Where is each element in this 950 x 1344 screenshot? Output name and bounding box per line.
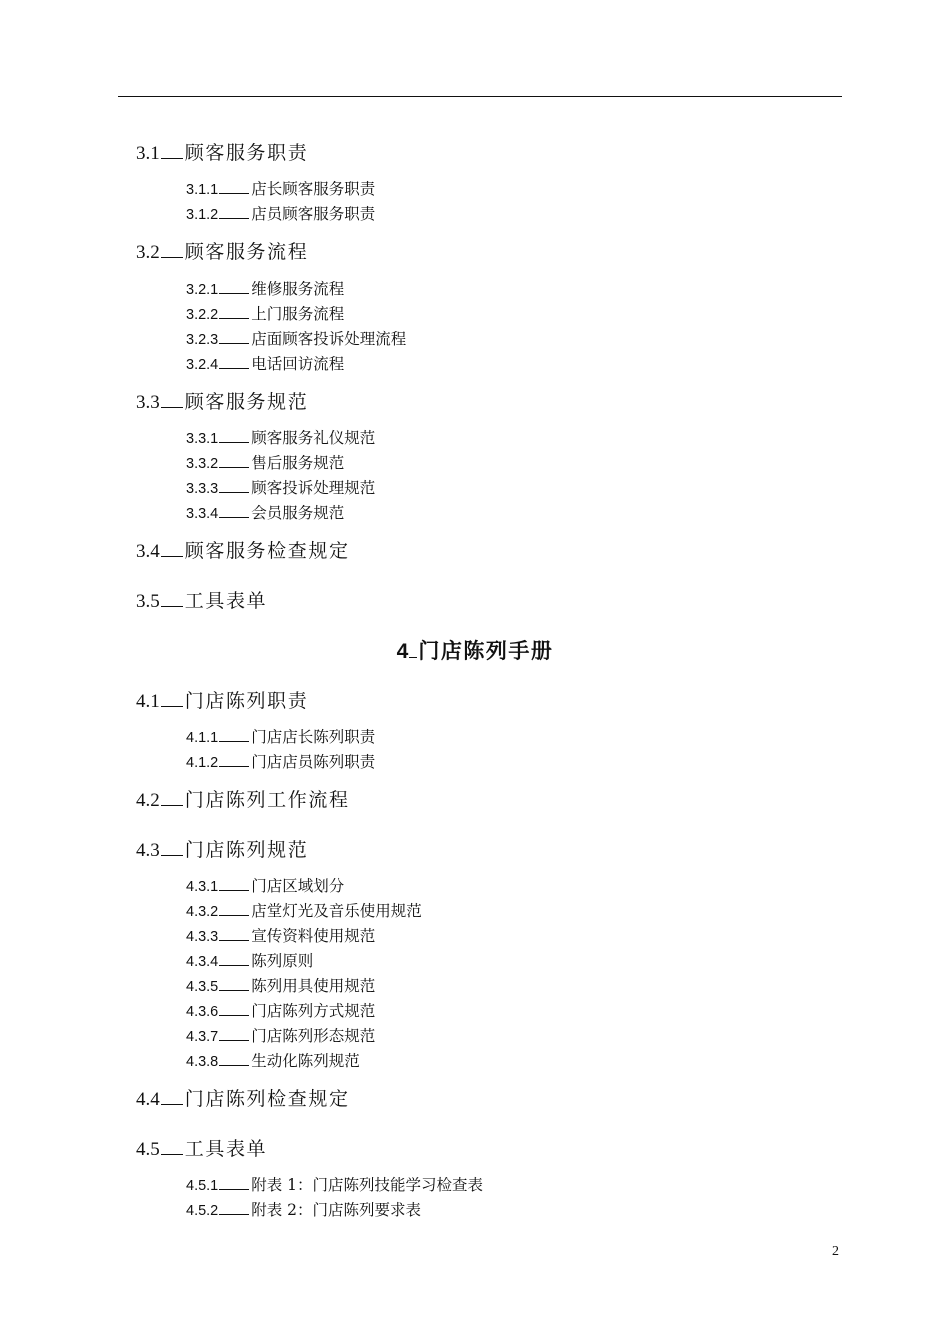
toc-subsection-entry[interactable] bbox=[186, 926, 375, 947]
toc-subsection-entry[interactable] bbox=[186, 901, 422, 922]
toc-entry-title: 顾客服务规范 bbox=[184, 391, 309, 413]
toc-entry-number: 3.2.3 bbox=[186, 332, 219, 348]
toc-subsection-entry[interactable] bbox=[186, 951, 313, 972]
toc-entry-title: 门店店员陈列职责 bbox=[251, 753, 376, 771]
toc-entry-title: 门店陈列规范 bbox=[184, 839, 309, 861]
toc-section-entry[interactable] bbox=[136, 539, 350, 564]
toc-entry-number: 3.2.2 bbox=[186, 307, 219, 323]
toc-entry-title: 门店店长陈列职责 bbox=[251, 728, 376, 746]
toc-tab-leader bbox=[219, 961, 249, 966]
toc-entry-title: 附表 1：门店陈列技能学习检查表 bbox=[251, 1176, 484, 1194]
toc-entry-number: 4.3.7 bbox=[186, 1029, 219, 1045]
toc-tab-leader bbox=[161, 702, 183, 707]
toc-section-entry[interactable] bbox=[136, 689, 308, 714]
toc-subsection-entry[interactable] bbox=[186, 876, 344, 897]
toc-section-entry[interactable] bbox=[136, 838, 308, 863]
toc-tab-leader bbox=[219, 886, 249, 891]
toc-tab-leader bbox=[219, 314, 249, 319]
toc-section-entry[interactable] bbox=[136, 1137, 267, 1162]
toc-tab-leader bbox=[161, 1100, 183, 1105]
toc-entry-title: 门店区域划分 bbox=[251, 877, 345, 895]
toc-entry-title: 门店陈列工作流程 bbox=[184, 789, 350, 811]
toc-tab-leader bbox=[219, 737, 249, 742]
toc-entry-number: 4.1.2 bbox=[186, 755, 219, 771]
toc-subsection-entry[interactable] bbox=[186, 727, 375, 748]
toc-tab-leader bbox=[219, 986, 249, 991]
toc-subsection-entry[interactable] bbox=[186, 329, 406, 350]
toc-tab-leader bbox=[219, 911, 249, 916]
toc-tab-leader bbox=[161, 403, 183, 408]
toc-entry-number: 4.1.1 bbox=[186, 730, 219, 746]
toc-entry-number: 3.1.1 bbox=[186, 182, 219, 198]
toc-tab-leader bbox=[161, 801, 183, 806]
toc-entry-number: 3.2.4 bbox=[186, 357, 219, 373]
toc-entry-number: 4.5 bbox=[136, 1139, 160, 1160]
toc-entry-title: 生动化陈列规范 bbox=[251, 1052, 360, 1070]
toc-subsection-entry[interactable] bbox=[186, 179, 375, 200]
chapter-heading bbox=[0, 638, 950, 665]
toc-entry-title: 店面顾客投诉处理流程 bbox=[251, 330, 407, 348]
toc-section-entry[interactable] bbox=[136, 240, 308, 265]
toc-entry-title: 顾客投诉处理规范 bbox=[251, 479, 376, 497]
chapter-title: 门店陈列手册 bbox=[418, 639, 554, 663]
toc-entry-title: 工具表单 bbox=[184, 1138, 268, 1160]
toc-tab-leader bbox=[219, 214, 249, 219]
toc-tab-leader bbox=[219, 762, 249, 767]
toc-subsection-entry[interactable] bbox=[186, 503, 344, 524]
toc-tab-leader bbox=[219, 463, 249, 468]
toc-tab-leader bbox=[219, 1011, 249, 1016]
toc-entry-number: 4.2 bbox=[136, 790, 160, 811]
toc-entry-number: 3.3.2 bbox=[186, 456, 219, 472]
toc-entry-number: 4.5.2 bbox=[186, 1203, 219, 1219]
toc-tab-leader bbox=[219, 936, 249, 941]
toc-entry-title: 维修服务流程 bbox=[251, 280, 345, 298]
toc-entry-number: 4.3.1 bbox=[186, 879, 219, 895]
toc-subsection-entry[interactable] bbox=[186, 453, 344, 474]
toc-tab-leader bbox=[161, 1150, 183, 1155]
toc-subsection-entry[interactable] bbox=[186, 304, 344, 325]
toc-entry-title: 店员顾客服务职责 bbox=[251, 205, 376, 223]
toc-tab-leader bbox=[219, 289, 249, 294]
toc-entry-number: 3.3.4 bbox=[186, 506, 219, 522]
toc-entry-number: 3.5 bbox=[136, 591, 160, 612]
toc-tab-leader bbox=[219, 1036, 249, 1041]
toc-entry-number: 4.4 bbox=[136, 1089, 160, 1110]
toc-entry-number: 3.3 bbox=[136, 392, 160, 413]
chapter-number: 4 bbox=[396, 640, 409, 663]
toc-tab-leader bbox=[161, 602, 183, 607]
toc-entry-title: 门店陈列形态规范 bbox=[251, 1027, 376, 1045]
toc-entry-title: 店长顾客服务职责 bbox=[251, 180, 376, 198]
toc-entry-title: 顾客服务职责 bbox=[184, 142, 309, 164]
toc-entry-number: 4.3.3 bbox=[186, 929, 219, 945]
toc-entry-title: 工具表单 bbox=[184, 590, 268, 612]
toc-subsection-entry[interactable] bbox=[186, 354, 344, 375]
toc-entry-number: 4.3.6 bbox=[186, 1004, 219, 1020]
toc-entry-number: 4.3.4 bbox=[186, 954, 219, 970]
toc-tab-leader bbox=[219, 189, 249, 194]
toc-entry-number: 4.3 bbox=[136, 840, 160, 861]
toc-entry-title: 陈列用具使用规范 bbox=[251, 977, 376, 995]
toc-tab-leader bbox=[219, 364, 249, 369]
toc-tab-leader bbox=[161, 253, 183, 258]
toc-entry-number: 4.3.8 bbox=[186, 1054, 219, 1070]
toc-entry-number: 4.5.1 bbox=[186, 1178, 219, 1194]
toc-tab-leader bbox=[161, 154, 183, 159]
toc-section-entry[interactable] bbox=[136, 589, 267, 614]
toc-entry-number: 3.4 bbox=[136, 541, 160, 562]
toc-entry-number: 3.3.1 bbox=[186, 431, 219, 447]
toc-section-entry[interactable] bbox=[136, 390, 308, 415]
toc-tab-leader bbox=[219, 1210, 249, 1215]
toc-entry-title: 陈列原则 bbox=[251, 952, 314, 970]
toc-entry-title: 电话回访流程 bbox=[251, 355, 345, 373]
header-rule bbox=[118, 96, 842, 97]
toc-section-entry[interactable] bbox=[136, 141, 308, 166]
page-number: 2 bbox=[832, 1244, 839, 1259]
toc-subsection-entry[interactable] bbox=[186, 478, 375, 499]
toc-entry-title: 售后服务规范 bbox=[251, 454, 345, 472]
toc-tab-leader bbox=[219, 488, 249, 493]
toc-subsection-entry[interactable] bbox=[186, 976, 375, 997]
toc-subsection-entry[interactable] bbox=[186, 1200, 421, 1221]
toc-entry-title: 门店陈列检查规定 bbox=[184, 1088, 350, 1110]
toc-tab-leader bbox=[219, 438, 249, 443]
toc-tab-leader bbox=[219, 1185, 249, 1190]
toc-subsection-entry[interactable] bbox=[186, 1001, 375, 1022]
toc-section-entry[interactable] bbox=[136, 1087, 350, 1112]
toc-entry-number: 3.1.2 bbox=[186, 207, 219, 223]
toc-subsection-entry[interactable] bbox=[186, 752, 375, 773]
toc-entry-title: 门店陈列方式规范 bbox=[251, 1002, 376, 1020]
toc-tab-leader bbox=[219, 339, 249, 344]
toc-entry-title: 宣传资料使用规范 bbox=[251, 927, 376, 945]
toc-tab-leader bbox=[219, 513, 249, 518]
toc-subsection-entry[interactable] bbox=[186, 1175, 483, 1196]
toc-entry-number: 4.3.2 bbox=[186, 904, 219, 920]
toc-tab-leader bbox=[219, 1061, 249, 1066]
toc-entry-number: 4.1 bbox=[136, 691, 160, 712]
toc-entry-title: 顾客服务礼仪规范 bbox=[251, 429, 376, 447]
toc-subsection-entry[interactable] bbox=[186, 279, 344, 300]
toc-subsection-entry[interactable] bbox=[186, 428, 375, 449]
toc-entry-title: 上门服务流程 bbox=[251, 305, 345, 323]
toc-tab-leader bbox=[161, 851, 183, 856]
heading-underscore bbox=[409, 653, 417, 658]
toc-entry-title: 顾客服务检查规定 bbox=[184, 540, 350, 562]
toc-tab-leader bbox=[161, 552, 183, 557]
toc-entry-title: 会员服务规范 bbox=[251, 504, 345, 522]
toc-subsection-entry[interactable] bbox=[186, 1051, 360, 1072]
toc-subsection-entry[interactable] bbox=[186, 204, 375, 225]
toc-entry-title: 店堂灯光及音乐使用规范 bbox=[251, 902, 422, 920]
toc-entry-number: 3.2 bbox=[136, 242, 160, 263]
toc-entry-number: 4.3.5 bbox=[186, 979, 219, 995]
toc-entry-title: 顾客服务流程 bbox=[184, 241, 309, 263]
toc-entry-number: 3.1 bbox=[136, 143, 160, 164]
toc-entry-number: 3.3.3 bbox=[186, 481, 219, 497]
toc-entry-title: 门店陈列职责 bbox=[184, 690, 309, 712]
toc-entry-title: 附表 2：门店陈列要求表 bbox=[251, 1201, 422, 1219]
toc-subsection-entry[interactable] bbox=[186, 1026, 375, 1047]
toc-entry-number: 3.2.1 bbox=[186, 282, 219, 298]
toc-section-entry[interactable] bbox=[136, 788, 350, 813]
